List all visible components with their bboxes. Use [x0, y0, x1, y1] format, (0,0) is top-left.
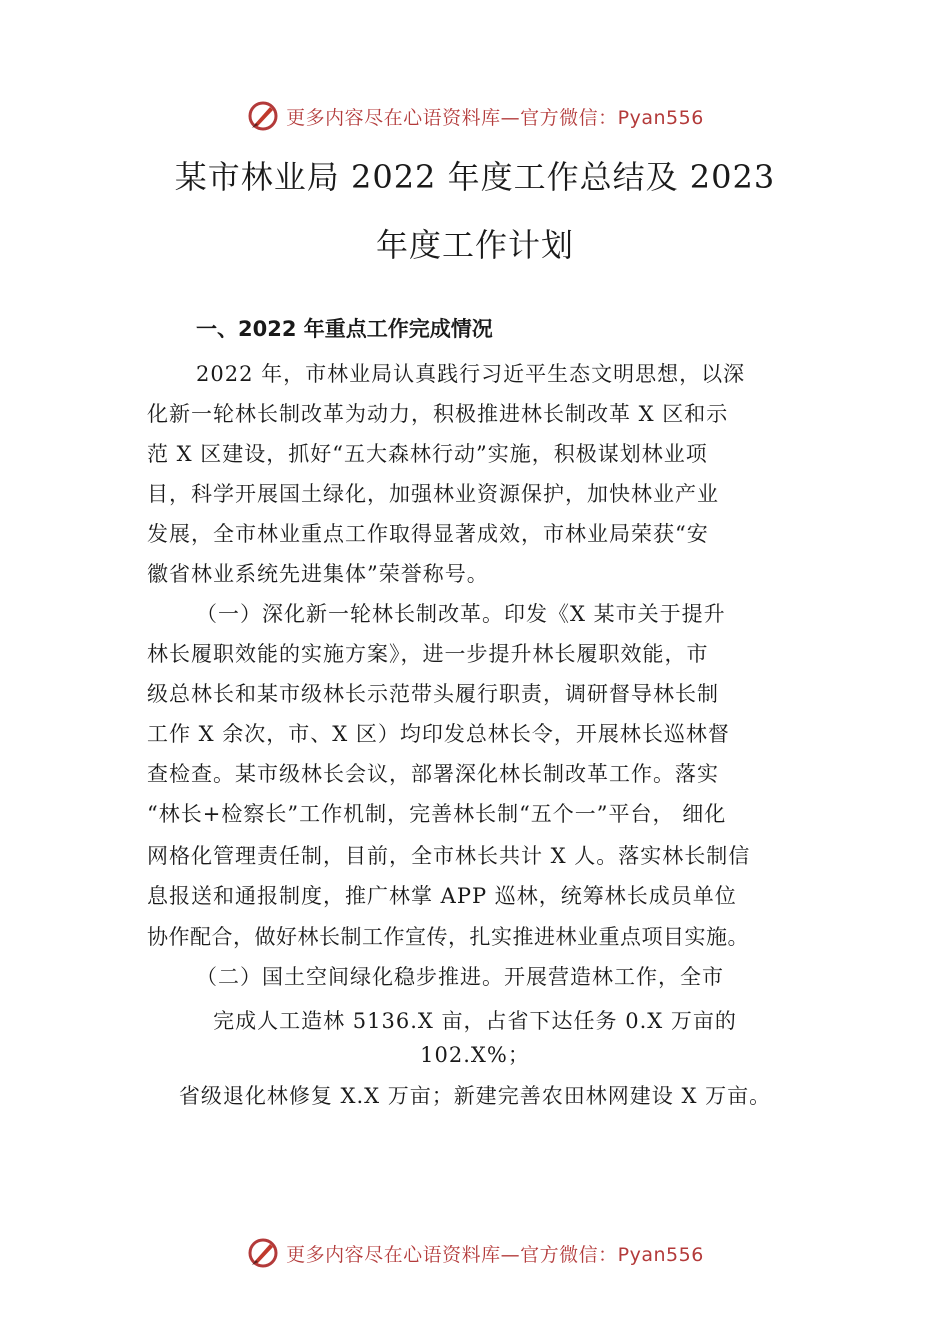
document-title-line-2: 年度工作计划	[375, 226, 574, 264]
paragraph-line: 徽省林业系统先进集体”荣誉称号。	[147, 562, 489, 586]
watermark-text: 更多内容尽在心语资料库—官方微信：Pyan556	[286, 1243, 704, 1266]
paragraph-line: 林长履职效能的实施方案》，进一步提升林长履职效能，市	[147, 642, 709, 666]
section-heading: 一、2022 年重点工作完成情况	[196, 317, 493, 341]
paragraph-line: 省级退化林修复 X.X 万亩；新建完善农田林网建设 X 万亩。	[178, 1084, 772, 1108]
paragraph-line: 级总林长和某市级林长示范带头履行职责，调研督导林长制	[147, 682, 719, 706]
paragraph-line: 网格化管理责任制，目前，全市林长共计 X 人。落实林长制信	[147, 844, 751, 868]
paragraph-line: 发展，全市林业重点工作取得显著成效，市林业局荣获“安	[147, 522, 709, 546]
paragraph-line: 完成人工造林 5136.X 亩，占省下达任务 0.X 万亩的	[213, 1009, 737, 1033]
paragraph-line: 目，科学开展国土绿化，加强林业资源保护，加快林业产业	[147, 482, 719, 506]
pen-feather-logo-icon	[246, 99, 280, 133]
watermark-text: 更多内容尽在心语资料库—官方微信：Pyan556	[286, 106, 704, 129]
document-title-line-1: 某市林业局 2022 年度工作总结及 2023	[174, 158, 776, 196]
pen-feather-logo-icon	[246, 1236, 280, 1270]
paragraph-line: 102.X%；	[420, 1043, 530, 1067]
paragraph-line: 息报送和通报制度，推广林掌 APP 巡林，统筹林长成员单位	[147, 884, 737, 908]
paragraph-line: 化新一轮林长制改革为动力，积极推进林长制改革 X 区和示	[147, 402, 729, 426]
paragraph-line: 范 X 区建设，抓好“五大森林行动”实施，积极谋划林业项	[147, 442, 708, 466]
paragraph-line: 协作配合，做好林长制工作宣传，扎实推进林业重点项目实施。	[147, 925, 749, 949]
paragraph-line: 工作 X 余次，市、X 区）均印发总林长令，开展林长巡林督	[147, 722, 730, 746]
paragraph-line: “林长+检察长”工作机制，完善林长制“五个一”平台， 细化	[147, 802, 727, 826]
paragraph-line: 2022 年，市林业局认真践行习近平生态文明思想，以深	[196, 362, 746, 386]
footer-watermark	[0, 1233, 950, 1273]
paragraph-line: （二）国土空间绿化稳步推进。开展营造林工作，全市	[196, 965, 724, 989]
paragraph-line: （一）深化新一轮林长制改革。印发《X 某市关于提升	[196, 602, 726, 626]
header-watermark	[0, 96, 950, 136]
paragraph-line: 查检查。某市级林长会议，部署深化林长制改革工作。落实	[147, 762, 719, 786]
